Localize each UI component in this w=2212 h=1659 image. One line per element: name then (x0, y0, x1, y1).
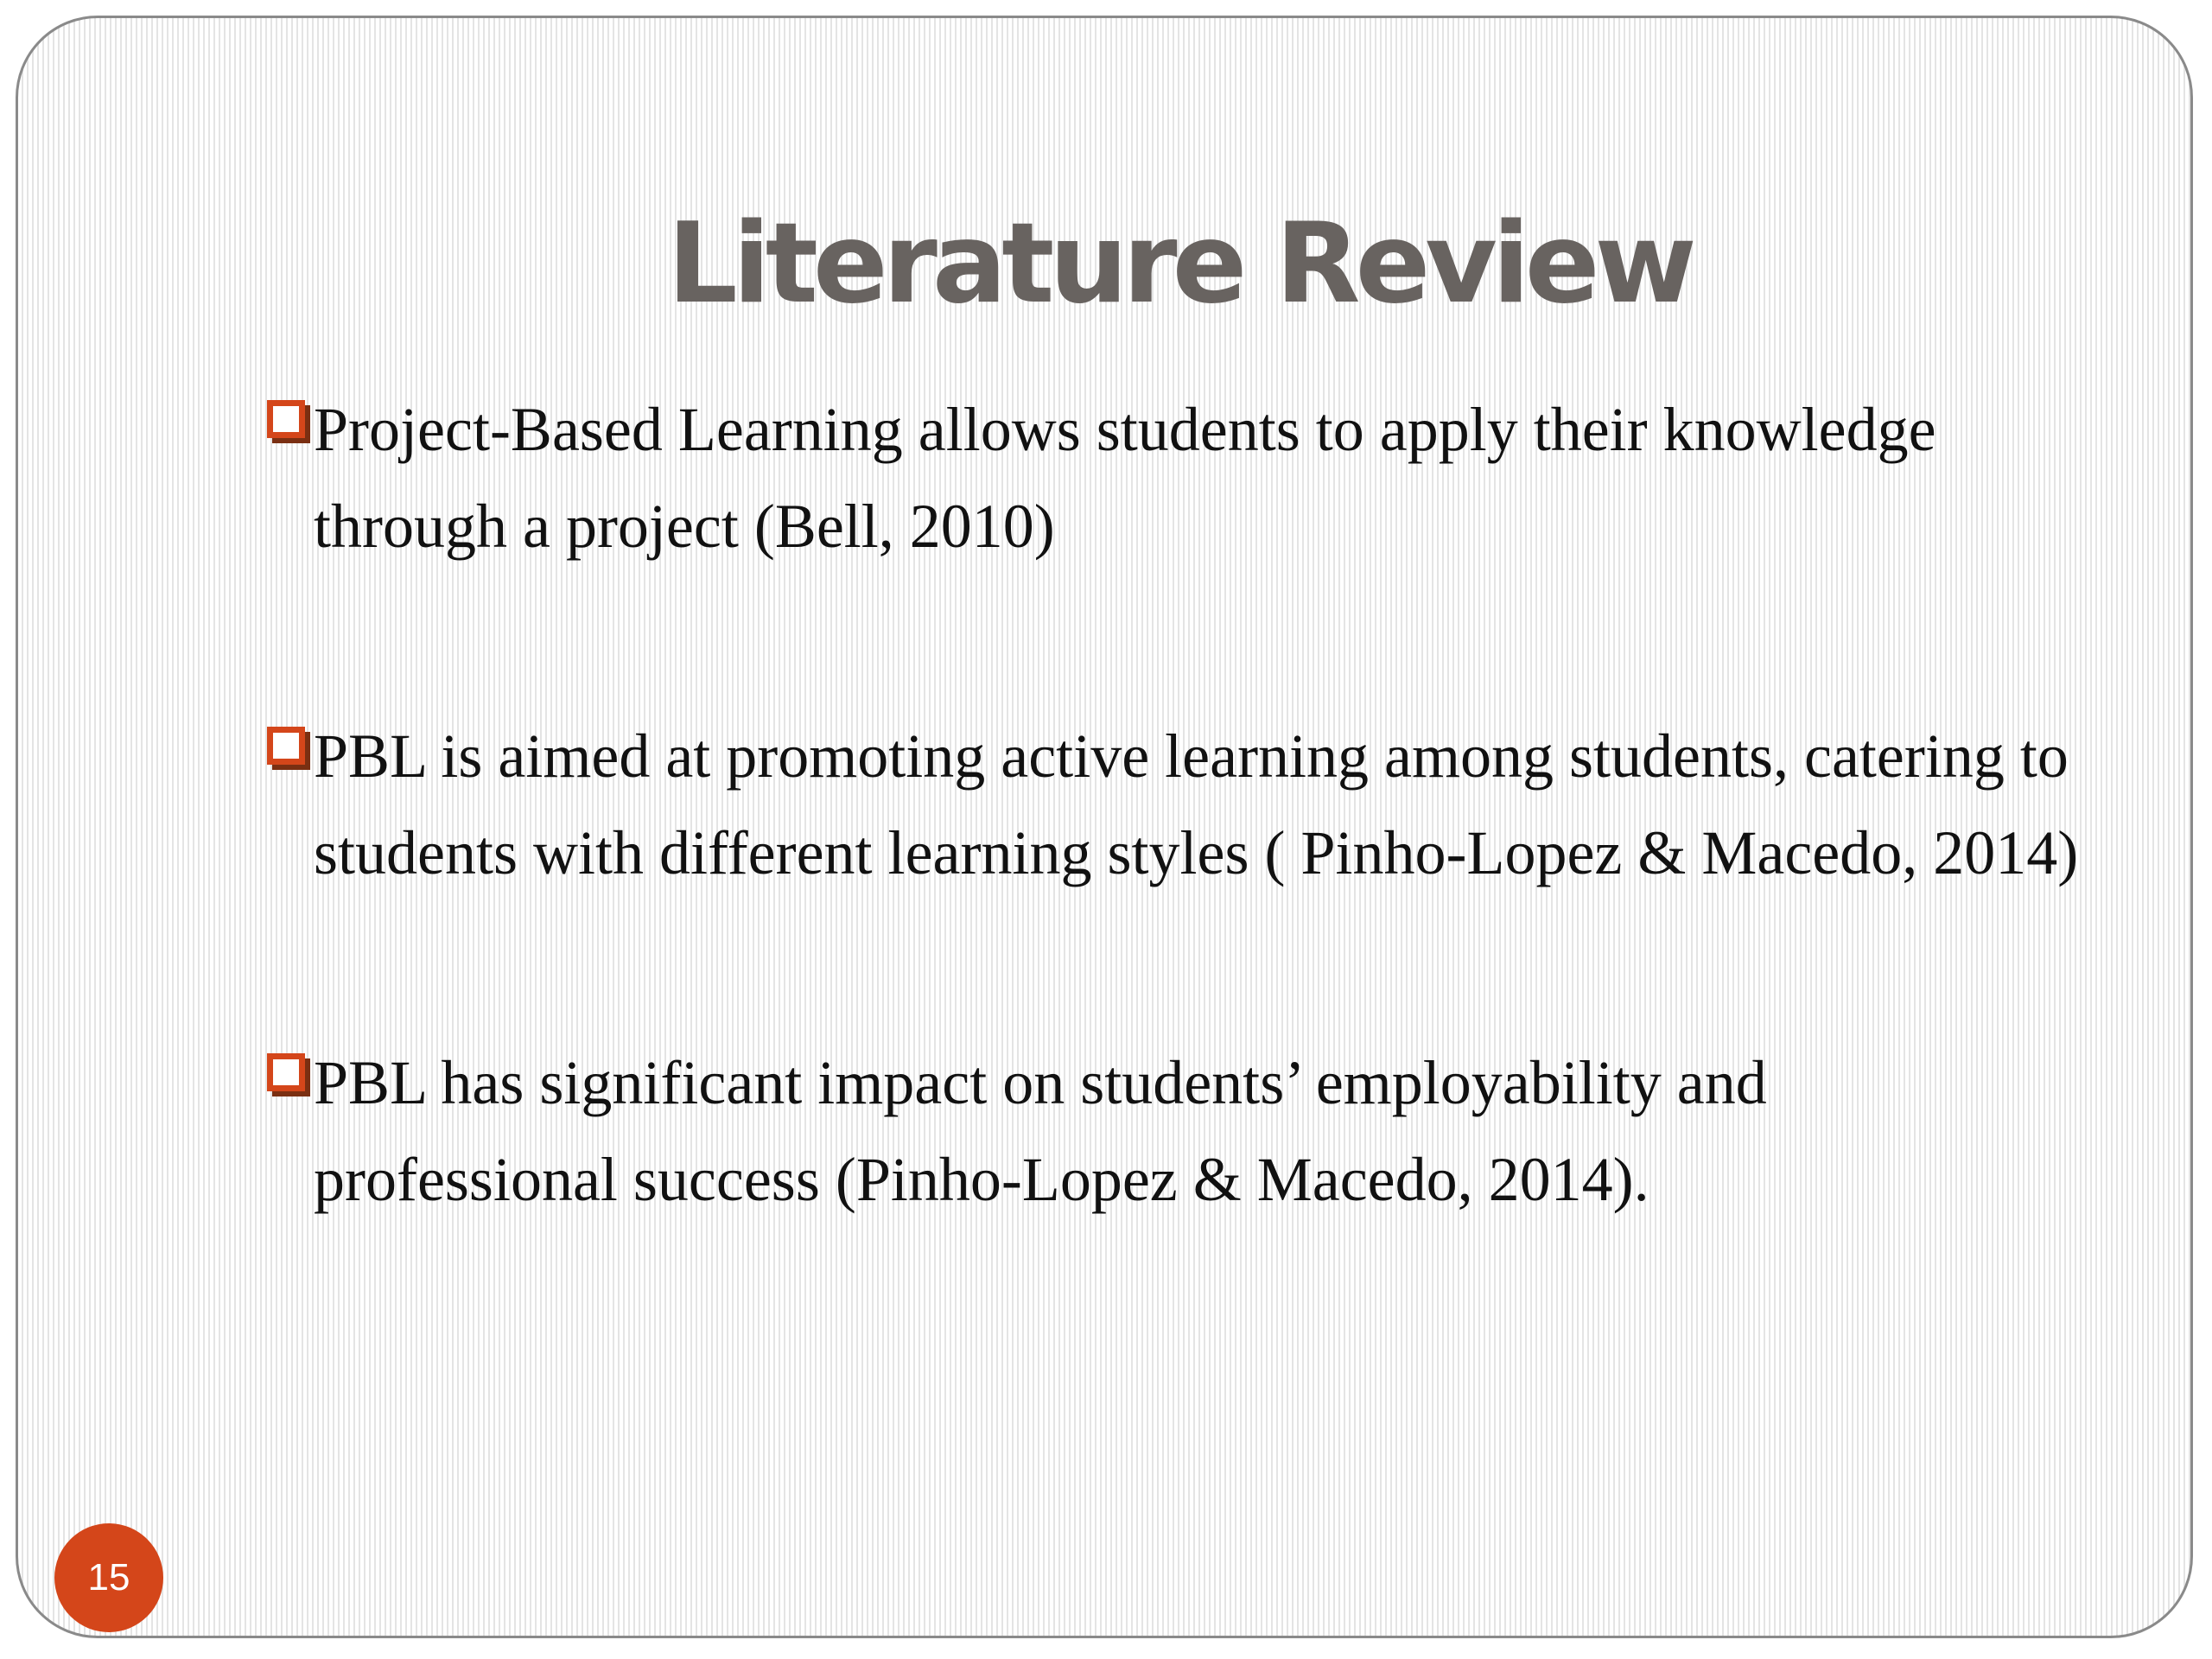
bullet-item (250, 1034, 2082, 1228)
slide (16, 16, 2193, 1638)
bullet-text: Project-Based Learning allows students to apply their knowledge through a project (Bell, 2010) (314, 395, 1936, 561)
bullet-item (250, 708, 2082, 901)
square-bullet-icon (267, 400, 305, 438)
square-bullet-icon (267, 1053, 305, 1091)
slide-title: Literature Review (667, 200, 1692, 328)
slide-number-badge: 15 (54, 1523, 163, 1632)
bullet-list (250, 381, 2082, 1228)
bullet-item (250, 381, 2082, 575)
bullet-text: PBL has significant impact on students’ employability and professional success (Pinho-Lopez & Macedo, 2014). (314, 1048, 1767, 1214)
square-bullet-icon (267, 727, 305, 765)
bullet-text: PBL is aimed at promoting active learning among students, catering to students with different learning styles ( Pinho-Lopez & Macedo, 2014) (314, 721, 2079, 887)
